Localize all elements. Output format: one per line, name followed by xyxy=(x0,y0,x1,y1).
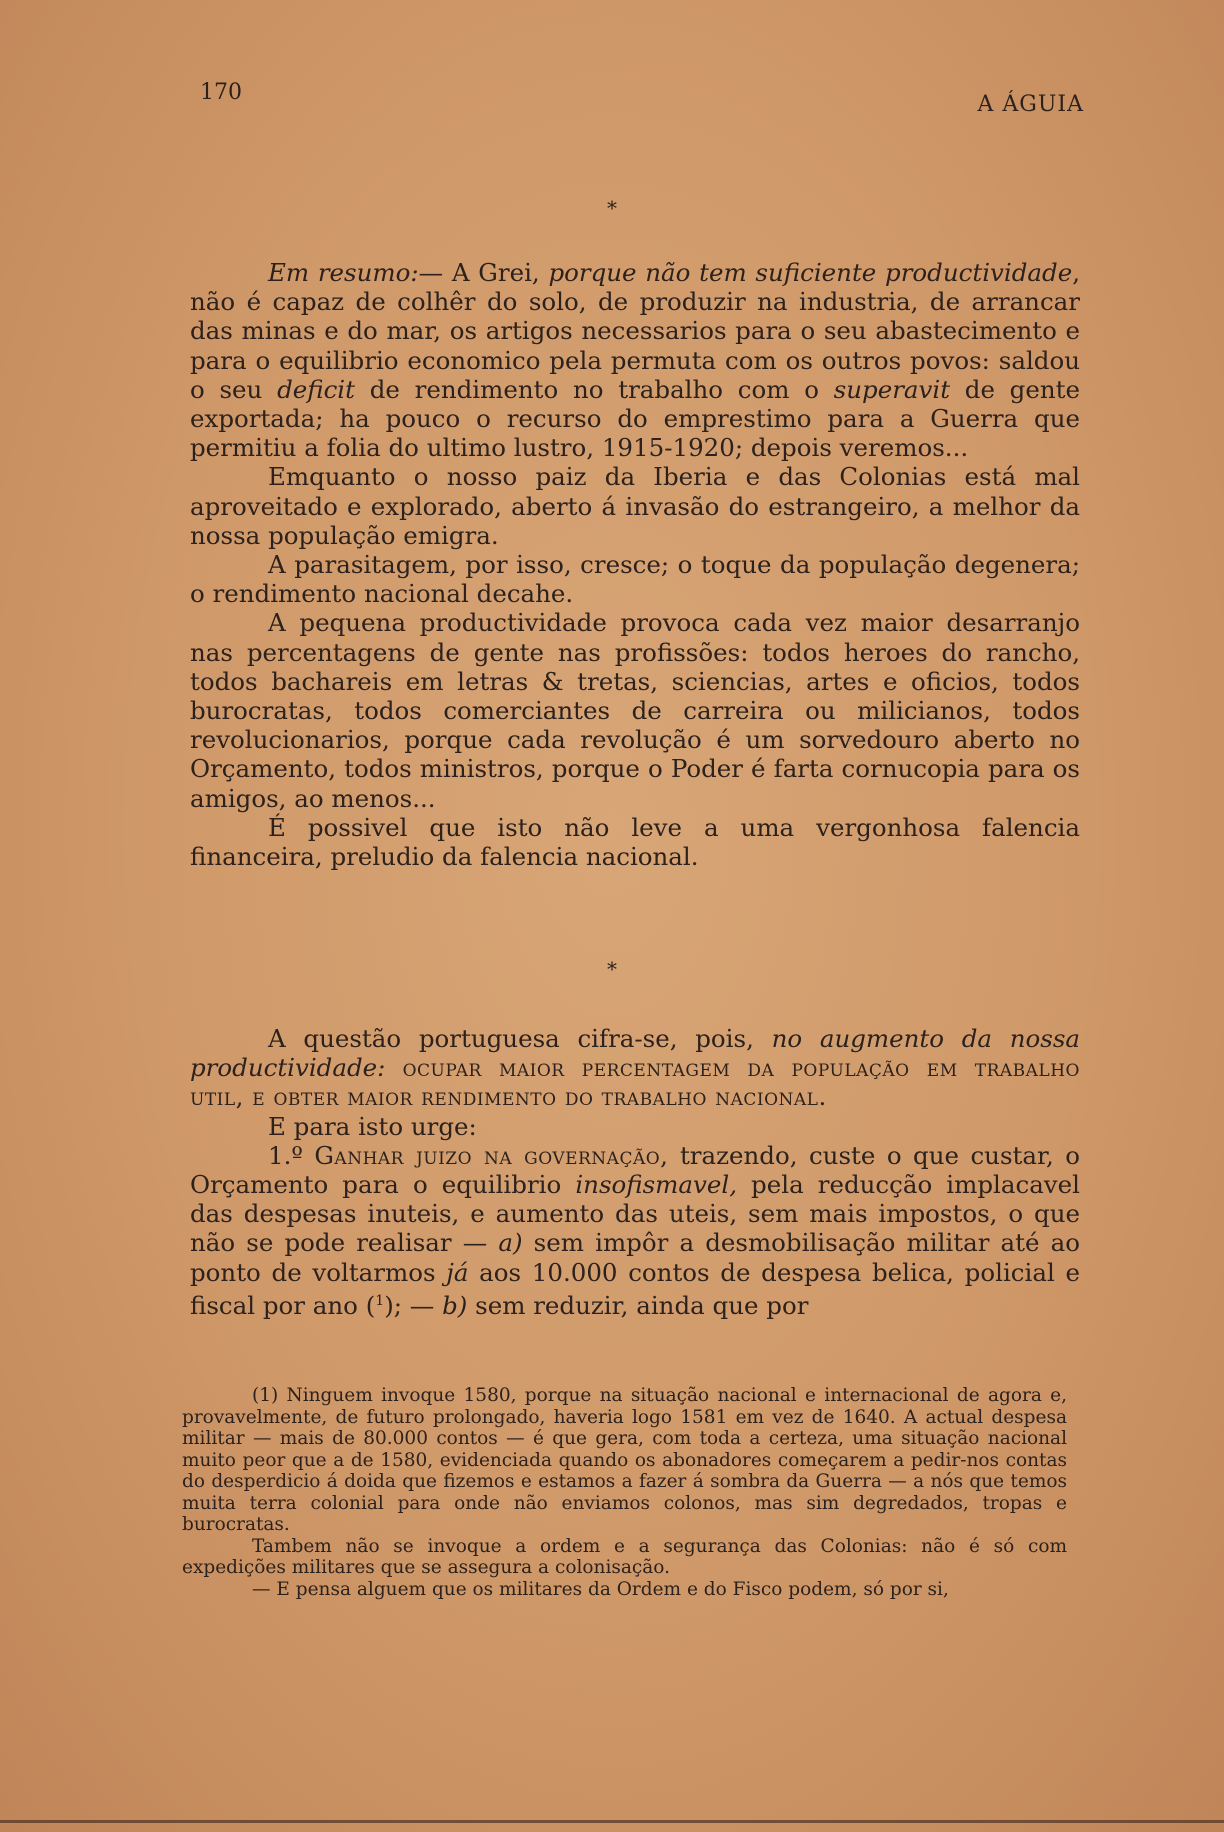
text-run: A questão portuguesa cifra-se, pois, xyxy=(268,1024,772,1053)
point-number: 1.º xyxy=(268,1140,315,1170)
smallcaps-run: ocupar maior percentagem da população em trabalho util, e obter maior rendimento do trabalho nacional. xyxy=(190,1053,1080,1112)
page-edge-line xyxy=(0,1820,1224,1823)
paragraph-bankruptcy: É possivel que isto não leve a uma vergonhosa falencia financeira, preludio da falencia nacional. xyxy=(190,812,1080,872)
footnote-para-3: — E pensa alguem que os militares da Ordem e do Fisco podem, só por si, xyxy=(252,1578,949,1600)
paragraph-parasitism: A parasitagem, por isso, cresce; o toque da população degenera; o rendimento nacional decahe. xyxy=(190,550,1080,609)
text-run: de gente exportada; ha pouco o recurso do emprestimo para a Guerra que permitiu a folia do ultimo lustro, 1915-1920; depois veremos... xyxy=(190,374,1080,463)
text-run: de rendimento no trabalho com o xyxy=(355,374,834,404)
italic-run: insofismavel, xyxy=(575,1170,737,1200)
paragraph-productivity: A pequena productividade provoca cada vez maior desarranjo nas percentagens de gente nas profissões: todos heroes do rancho, todos bachareis em letras & tretas, sciencias, artes e oficios, todos burocratas, todos comerciantes de carreira ou milicianos, todos revolucionarios, porque cada revolução é um sorvedouro aberto no Orçamento, todos ministros, porque o Poder é farta cornucopia para os amigos, ao menos... xyxy=(190,608,1080,813)
footnote-para-2: Tambem não se invoque a ordem e a segurança das Colonias: não é só com expedições militares que se assegura a colonisação. xyxy=(182,1535,1067,1578)
section-separator-1: * xyxy=(607,196,617,220)
footnote-text: Ninguem invoque 1580, porque na situação nacional e internacional de agora e, provavelmente, de futuro prolongado, haveria logo 1581 em vez de 1640. A actual despesa militar — mais de 80.000 contos — é que gera, com toda a certeza, uma situação nacional muito peor que a de 1580, evidenciada quando os abonadores começarem a pedir-nos contas do desperdicio á doida que fizemos e estamos a fazer á sombra da Guerra — a nós que temos muita terra colonial para onde não enviamos colonos, mas sim degredados, tropas e burocratas. xyxy=(182,1385,1067,1535)
italic-run: porque não tem suficiente productividade xyxy=(548,258,1073,287)
footnote-ref: 1 xyxy=(375,1292,385,1309)
text-run: pela reducção implacavel das despesas inuteis, e aumento das uteis, sem mais impostos, o que não se pode realisar — xyxy=(190,1170,1080,1258)
text-run: trazendo, custe o que custar, o Orçamento para o equilibrio xyxy=(190,1140,1080,1200)
footnotes xyxy=(182,1385,1067,1600)
summary-lead: Em resumo: xyxy=(268,258,419,287)
paragraph-point-one xyxy=(190,1141,1080,1320)
italic-run: já xyxy=(446,1257,469,1287)
italic-run: no augmento da nossa productividade: xyxy=(190,1024,1080,1083)
text-run: sem impôr a desmobilisação militar até ao ponto de voltarmos xyxy=(190,1228,1080,1287)
italic-run: a) xyxy=(498,1228,523,1258)
paragraph-summary xyxy=(190,258,1080,462)
footnote-marker: (1) xyxy=(252,1385,287,1406)
text-run: , não é capaz de colhêr do solo, de produzir na industria, de arrancar das minas e do mar, os artigos necessarios para o seu abastecimento e para o equilibrio economico pela permuta com os outros povos: saldou o seu xyxy=(190,258,1080,404)
text-run: ); — xyxy=(384,1290,443,1320)
text-run: sem reduzir, ainda que por xyxy=(467,1290,809,1320)
section-question xyxy=(190,1024,1080,1320)
section-separator-2: * xyxy=(607,957,617,981)
page-header xyxy=(190,80,1084,120)
text-run: aos 10.000 contos de despesa belica, policial e fiscal por ano ( xyxy=(190,1257,1080,1320)
page-number: 170 xyxy=(200,80,242,105)
smallcaps-run: Ganhar juizo na governação, xyxy=(314,1140,669,1170)
footnote-1 xyxy=(182,1385,1067,1536)
paragraph-question xyxy=(190,1024,1080,1112)
section-summary xyxy=(190,258,1080,871)
running-title: A ÁGUIA xyxy=(977,92,1084,117)
paragraph-emigration: Emquanto o nosso paiz da Iberia e das Colonias está mal aproveitado e explorado, aberto á invasão do estrangeiro, a melhor da nossa população emigra. xyxy=(190,462,1080,550)
text-run: — A Grei, xyxy=(418,258,549,287)
italic-run: deficit xyxy=(277,374,355,404)
italic-run: superavit xyxy=(833,374,951,404)
italic-run: b) xyxy=(442,1290,468,1320)
paragraph-urge: E para isto urge: xyxy=(268,1111,477,1141)
